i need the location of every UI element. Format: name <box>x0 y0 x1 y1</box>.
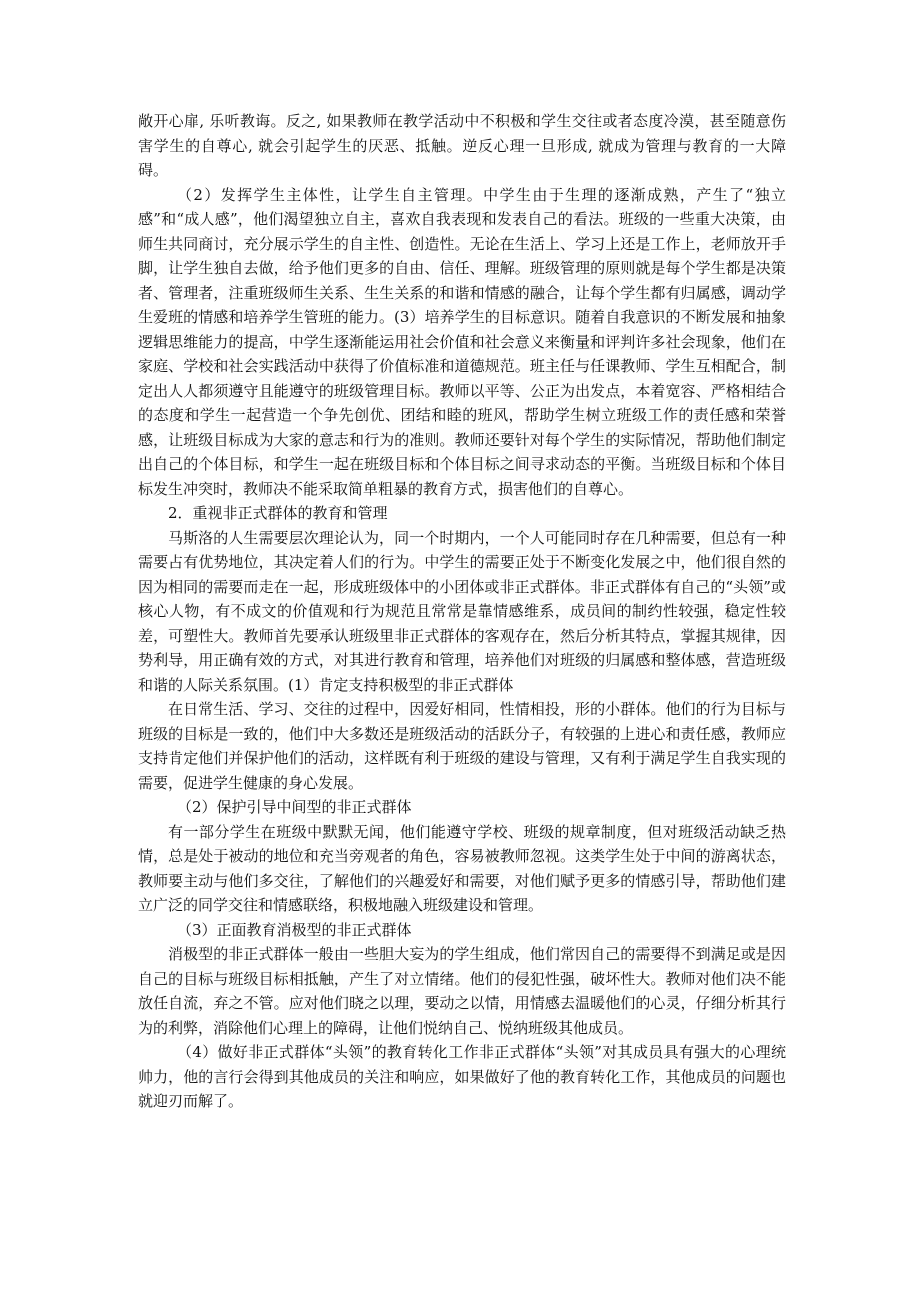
paragraph-student-autonomy: （2）发挥学生主体性，让学生自主管理。中学生由于生理的逐渐成熟，产生了“独立感”和“成人感”，他们渴望独立自主，喜欢自我表现和发表自己的看法。班级的一些重大决策，由师生共同商讨，充分展示学生的自主性、创造性。无论在生活上、学习上还是工作上，老师放开手脚，让学生独自去做，给予他们更多的自由、信任、理解。班级管理的原则就是每个学生都是决策者、管理者，注重班级师生关系、生生关系的和谐和情感的融合，让每个学生都有归属感，调动学生爱班的情感和培养学生管班的能力。(3）培养学生的目标意识。随着自我意识的不断发展和抽象逻辑思维能力的提高，中学生逐渐能运用社会价值和社会意义来衡量和评判许多社会现象，他们在家庭、学校和社会实践活动中获得了价值标准和道德规范。班主任与任课教师、学生互相配合，制定出人人都须遵守且能遵守的班级管理目标。教师以平等、公正为出发点，本着宽容、严格相结合的态度和学生一起营造一个争先创优、团结和睦的班风，帮助学生树立班级工作的责任感和荣誉感，让班级目标成为大家的意志和行为的准则。教师还要针对每个学生的实际情况，帮助他们制定出自己的个体目标，和学生一起在班级目标和个体目标之间寻求动态的平衡。当班级目标和个体目标发生冲突时，教师决不能采取简单粗暴的教育方式，损害他们的自尊心。 <box>138 185 786 498</box>
paragraph-group-leaders: （4）做好非正式群体“头领”的教育转化工作非正式群体“头领”对其成员具有强大的心理统帅力，他的言行会得到其他成员的关注和响应，如果做好了他的教育转化工作，其他成员的问题也就迎刃而解了。 <box>138 1043 786 1110</box>
paragraph-continuation: 敞开心扉, 乐听教诲。反之, 如果教师在教学活动中不积极和学生交往或者态度冷漠，甚至随意伤害学生的自尊心, 就会引起学生的厌恶、抵触。逆反心理一旦形成, 就成为管理与教育的一大障碍。 <box>138 112 786 179</box>
paragraph-positive-groups: 在日常生活、学习、交往的过程中，因爱好相同，性情相投，形的小群体。他们的行为目标与班级的目标是一致的，他们中大多数还是班级活动的活跃分子，有较强的上进心和责任感，教师应支持肯定他们并保护他们的活动，这样既有利于班级的建设与管理，又有利于满足学生自我实现的需要，促进学生健康的身心发展。 <box>138 700 786 792</box>
paragraph-maslow: 马斯洛的人生需要层次理论认为，同一个时期内，一个人可能同时存在几种需要，但总有一种需要占有优势地位，其决定着人们的行为。中学生的需要正处于不断变化发展之中，他们很自然的因为相同的需要而走在一起，形成班级体中的小团体或非正式群体。非正式群体有自己的“头领”或核心人物，有不成文的价值观和行为规范且常常是靠情感维系，成员间的制约性较强，稳定性较差，可塑性大。教师首先要承认班级里非正式群体的客观存在，然后分析其特点，掌握其规律，因势利导，用正确有效的方式，对其进行教育和管理，培养他们对班级的归属感和整体感，营造班级和谐的人际关系氛围。(1）肯定支持积极型的非正式群体 <box>138 528 786 694</box>
paragraph-negative-groups: 消极型的非正式群体一般由一些胆大妄为的学生组成，他们常因自己的需要得不到满足或是因自己的目标与班级目标相抵触，产生了对立情绪。他们的侵犯性强，破坏性大。教师对他们决不能放任自流，弃之不管。应对他们晓之以理，要动之以情，用情感去温暖他们的心灵，仔细分析其行为的利弊，消除他们心理上的障碍，让他们悦纳自己、悦纳班级其他成员。 <box>138 945 786 1037</box>
paragraph-middle-groups: 有一部分学生在班级中默默无闻，他们能遵守学校、班级的规章制度，但对班级活动缺乏热情，总是处于被动的地位和充当旁观者的角色，容易被教师忽视。这类学生处于中间的游离状态，教师要主动与他们多交往，了解他们的兴趣爱好和需要，对他们赋予更多的情感引导，帮助他们建立广泛的同学交往和情感联络，积极地融入班级建设和管理。 <box>138 822 786 914</box>
section-heading-informal-groups: 2．重视非正式群体的教育和管理 <box>168 504 388 522</box>
document-body <box>138 109 786 1114</box>
subheading-negative-groups: （3）正面教育消极型的非正式群体 <box>177 920 412 939</box>
subheading-middle-groups: （2）保护引导中间型的非正式群体 <box>177 798 412 816</box>
